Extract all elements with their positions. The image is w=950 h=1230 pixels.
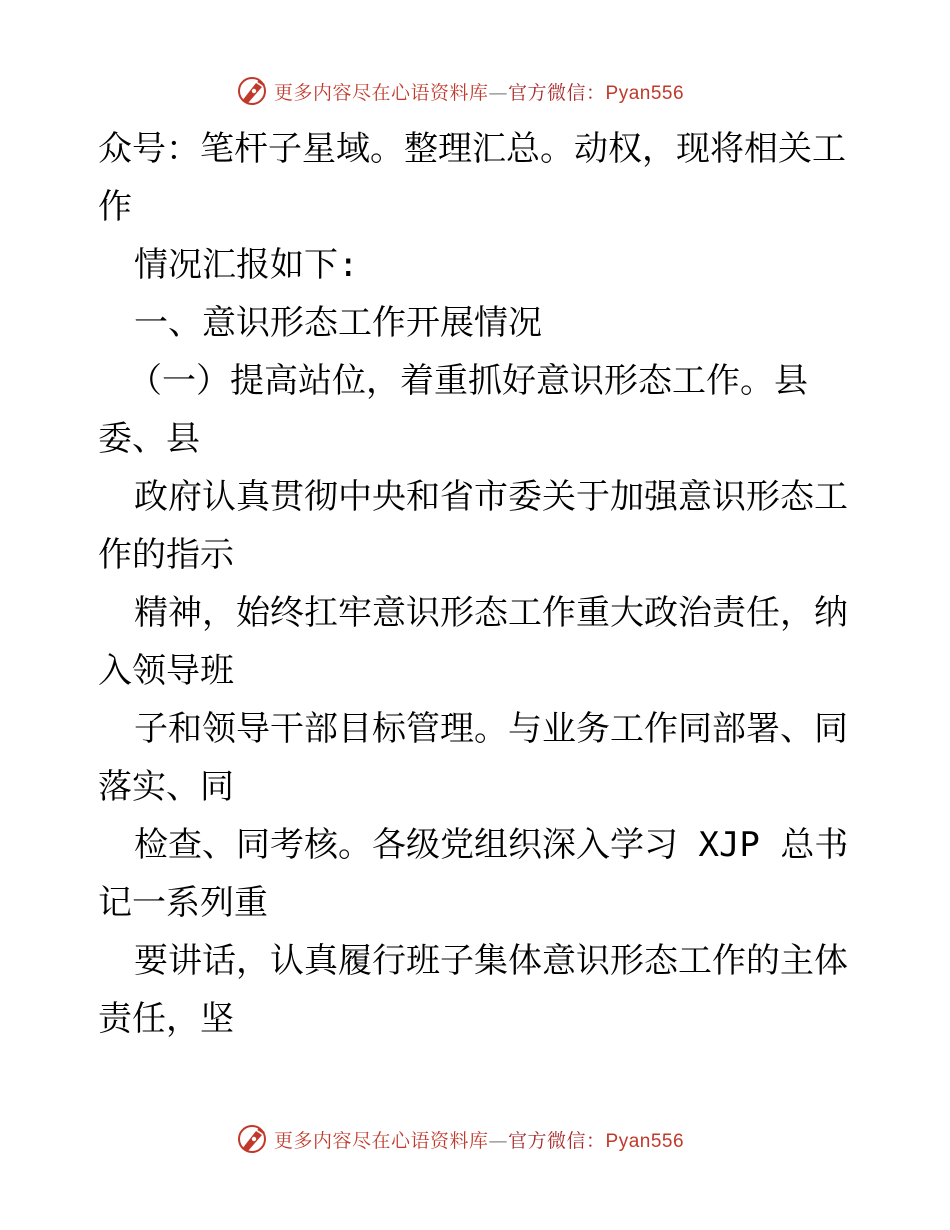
watermark-site-text: 更多内容尽在心语资料库 <box>274 81 489 104</box>
text-line: 入领导班 <box>98 651 234 691</box>
text-line: 记一系列重 <box>98 883 268 923</box>
text-line: 作 <box>98 187 132 227</box>
header-watermark <box>236 74 684 108</box>
text-line: 情况汇报如下: <box>134 245 359 285</box>
watermark-separator: — <box>488 81 509 104</box>
footer-watermark <box>236 1122 684 1156</box>
text-line: 检查、同考核。各级党组织深入学习 XJP 总书 <box>134 825 849 865</box>
watermark-text <box>274 78 684 105</box>
watermark-wechat-id: Pyan556 <box>605 1130 685 1152</box>
text-line: 精神，始终扛牢意识形态工作重大政治责任，纳 <box>134 593 848 633</box>
text-line: （一）提高站位，着重抓好意识形态工作。县 <box>128 361 808 401</box>
text-line: 一、意识形态工作开展情况 <box>134 303 542 343</box>
watermark-wechat-id: Pyan556 <box>605 82 685 104</box>
document-body <box>98 120 868 1048</box>
pen-nib-logo-icon <box>236 75 268 107</box>
watermark-site-text: 更多内容尽在心语资料库 <box>274 1129 489 1152</box>
text-line: 众号：笔杆子星域。整理汇总。动权，现将相关工 <box>98 129 846 169</box>
text-line: 委、县 <box>98 419 200 459</box>
watermark-label: 官方微信： <box>508 81 606 104</box>
watermark-label: 官方微信： <box>508 1129 606 1152</box>
text-line: 责任，坚 <box>98 999 234 1039</box>
text-line: 政府认真贯彻中央和省市委关于加强意识形态工 <box>134 477 848 517</box>
watermark-separator: — <box>488 1129 509 1152</box>
pen-nib-logo-icon <box>236 1123 268 1155</box>
text-line: 要讲话，认真履行班子集体意识形态工作的主体 <box>134 941 848 981</box>
text-line: 落实、同 <box>98 767 234 807</box>
watermark-text <box>274 1126 684 1153</box>
text-line: 子和领导干部目标管理。与业务工作同部署、同 <box>134 709 848 749</box>
text-line: 作的指示 <box>98 535 234 575</box>
